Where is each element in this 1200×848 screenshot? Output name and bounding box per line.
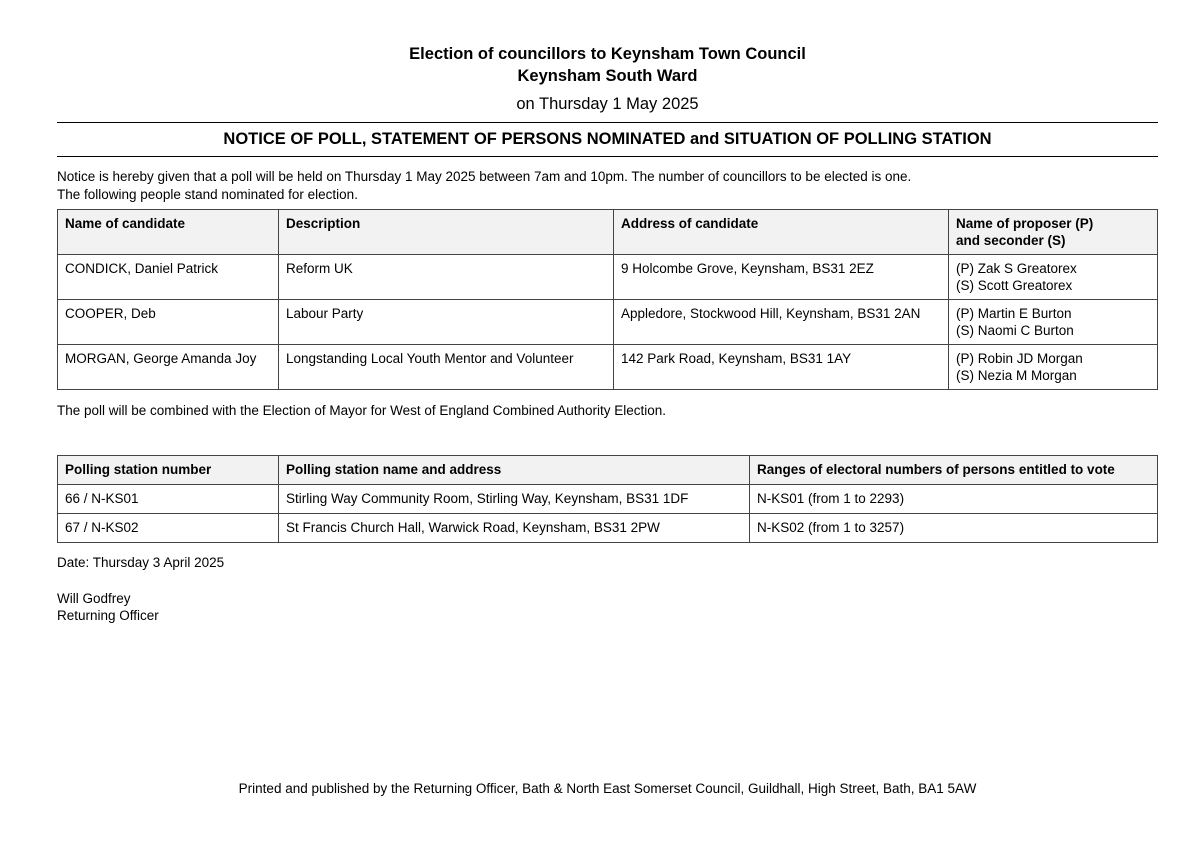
candidate-name: MORGAN, George Amanda Joy [58, 345, 279, 390]
imprint-footer: Printed and published by the Returning Officer, Bath & North East Somerset Council, Guildhall, High Street, Bath, BA1 5AW [238, 781, 977, 796]
table-row [58, 485, 1158, 514]
notice-heading: NOTICE OF POLL, STATEMENT OF PERSONS NOMINATED and SITUATION OF POLLING STATION [223, 130, 992, 148]
candidate-address: 9 Holcombe Grove, Keynsham, BS31 2EZ [614, 255, 949, 300]
candidate-name: CONDICK, Daniel Patrick [58, 255, 279, 300]
header-station-number: Polling station number [58, 456, 279, 485]
header-address: Address of candidate [614, 210, 949, 255]
candidate-name: COOPER, Deb [58, 300, 279, 345]
notice-page [57, 0, 1158, 848]
candidate-proposer-seconder [949, 300, 1158, 345]
signatory-role: Returning Officer [57, 608, 159, 623]
header-proposer-line2: and seconder (S) [956, 232, 1066, 248]
table-row [58, 300, 1158, 345]
table-row [58, 255, 1158, 300]
candidate-description: Reform UK [279, 255, 614, 300]
station-name-address: St Francis Church Hall, Warwick Road, Keynsham, BS31 2PW [279, 514, 750, 543]
header-proposer-line1: Name of proposer (P) [956, 216, 1094, 231]
polling-stations-table [57, 455, 1158, 543]
election-title: Election of councillors to Keynsham Town Council [409, 45, 806, 63]
station-ranges: N-KS02 (from 1 to 3257) [750, 514, 1158, 543]
station-number: 67 / N-KS02 [58, 514, 279, 543]
header-station-name-address: Polling station name and address [279, 456, 750, 485]
signatory-name: Will Godfrey [57, 591, 131, 606]
seconder: (S) Naomi C Burton [956, 322, 1074, 338]
candidate-address: Appledore, Stockwood Hill, Keynsham, BS31 2AN [614, 300, 949, 345]
candidate-address: 142 Park Road, Keynsham, BS31 1AY [614, 345, 949, 390]
seconder: (S) Nezia M Morgan [956, 367, 1077, 383]
candidate-proposer-seconder [949, 255, 1158, 300]
header-proposer-seconder [949, 210, 1158, 255]
candidate-proposer-seconder [949, 345, 1158, 390]
seconder: (S) Scott Greatorex [956, 277, 1073, 293]
station-ranges: N-KS01 (from 1 to 2293) [750, 485, 1158, 514]
election-date: on Thursday 1 May 2025 [516, 95, 699, 113]
header-description: Description [279, 210, 614, 255]
divider-top [57, 122, 1158, 123]
proposer: (P) Martin E Burton [956, 306, 1072, 321]
station-name-address: Stirling Way Community Room, Stirling Way, Keynsham, BS31 1DF [279, 485, 750, 514]
combined-poll-note: The poll will be combined with the Election of Mayor for West of England Combined Authority Election. [57, 403, 667, 418]
candidate-description: Labour Party [279, 300, 614, 345]
proposer: (P) Robin JD Morgan [956, 351, 1083, 366]
table-header-row [58, 210, 1158, 255]
divider-bottom [57, 156, 1158, 157]
table-row [58, 514, 1158, 543]
ward-title: Keynsham South Ward [517, 67, 698, 85]
table-row [58, 345, 1158, 390]
candidate-description: Longstanding Local Youth Mentor and Volunteer [279, 345, 614, 390]
intro-notice: Notice is hereby given that a poll will be held on Thursday 1 May 2025 between 7am and 10pm. The number of councillors to be elected is one. [57, 169, 912, 184]
notice-date: Date: Thursday 3 April 2025 [57, 555, 225, 570]
table-header-row [58, 456, 1158, 485]
intro-nominated: The following people stand nominated for election. [57, 187, 358, 202]
station-number: 66 / N-KS01 [58, 485, 279, 514]
candidates-table [57, 209, 1158, 390]
header-electoral-ranges: Ranges of electoral numbers of persons entitled to vote [750, 456, 1158, 485]
header-name-of-candidate: Name of candidate [58, 210, 279, 255]
proposer: (P) Zak S Greatorex [956, 261, 1077, 276]
